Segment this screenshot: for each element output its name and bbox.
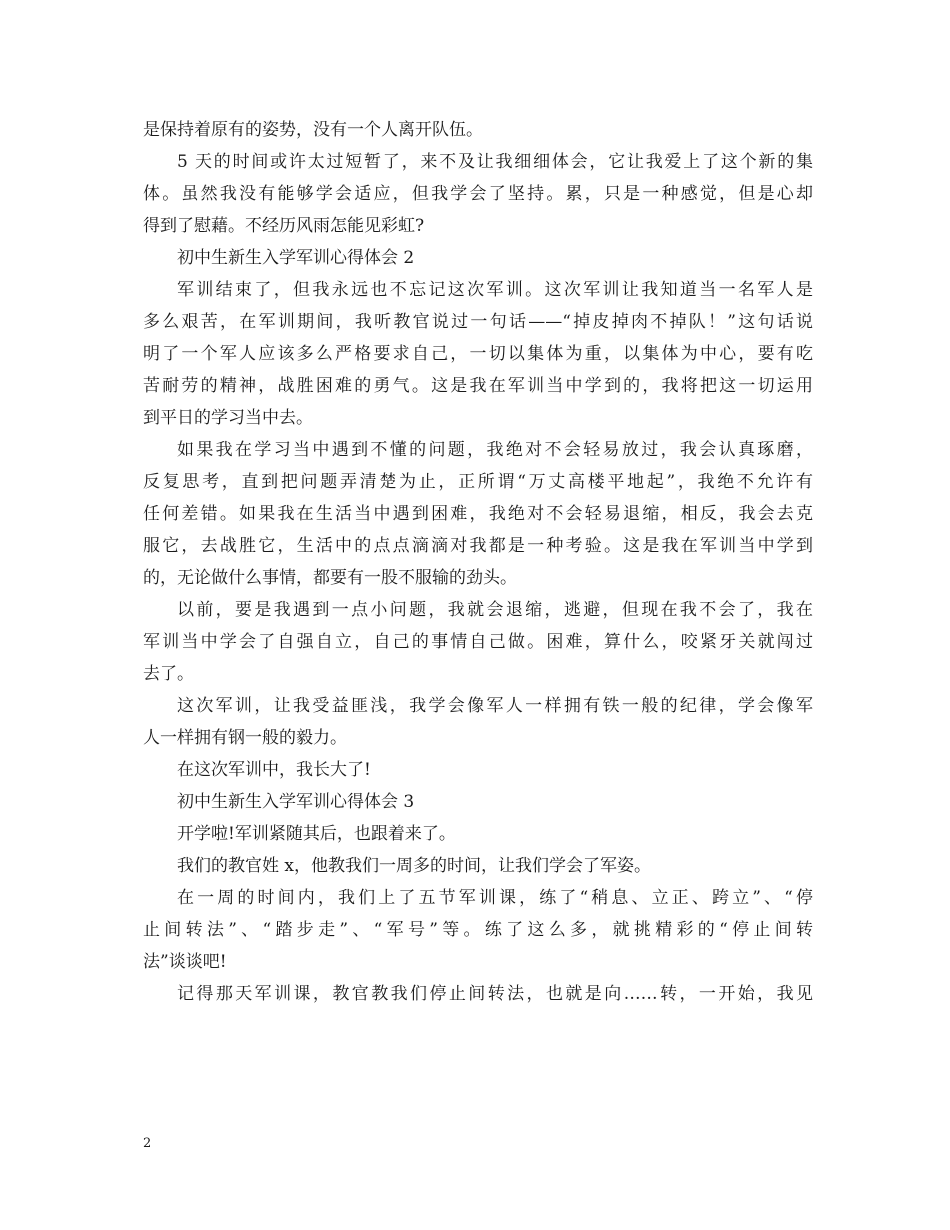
text-line: 法”谈谈吧! bbox=[143, 952, 227, 972]
section-heading: 初中生新生入学军训心得体会 3 bbox=[177, 792, 415, 812]
text-line: 在一周的时间内，我们上了五节军训课，练了“稍息、立正、跨立”、“停 bbox=[177, 888, 813, 908]
text-line: 军训当中学会了自强自立，自己的事情自己做。困难，算什么，咬紧牙关就闯过 bbox=[143, 632, 813, 652]
text-line: 5 天的时间或许太过短暂了，来不及让我细细体会，它让我爱上了这个新的集 bbox=[177, 152, 813, 172]
text-line: 在这次军训中，我长大了! bbox=[177, 760, 371, 780]
document-body bbox=[143, 114, 813, 1010]
text-line: 体。虽然我没有能够学会适应，但我学会了坚持。累，只是一种感觉，但是心却 bbox=[143, 184, 813, 204]
text-line: 任何差错。如果我在生活当中遇到困难，我绝对不会轻易退缩，相反，我会去克 bbox=[143, 504, 813, 524]
text-line: 如果我在学习当中遇到不懂的问题，我绝对不会轻易放过，我会认真琢磨， bbox=[177, 440, 813, 460]
text-line: 以前，要是我遇到一点小问题，我就会退缩，逃避，但现在我不会了，我在 bbox=[177, 600, 813, 620]
text-line: 我们的教官姓 x，他教我们一周多的时间，让我们学会了军姿。 bbox=[177, 856, 651, 876]
text-line: 反复思考，直到把问题弄清楚为止，正所谓“万丈高楼平地起”，我绝不允许有 bbox=[143, 472, 813, 492]
text-line: 人一样拥有钢一般的毅力。 bbox=[143, 728, 347, 748]
text-line: 到平日的学习当中去。 bbox=[143, 408, 313, 428]
text-line: 得到了慰藉。不经历风雨怎能见彩虹? bbox=[143, 216, 425, 236]
text-line: 军训结束了，但我永远也不忘记这次军训。这次军训让我知道当一名军人是 bbox=[177, 280, 813, 300]
text-line: 是保持着原有的姿势，没有一个人离开队伍。 bbox=[143, 120, 483, 140]
text-line: 这次军训，让我受益匪浅，我学会像军人一样拥有铁一般的纪律，学会像军 bbox=[177, 696, 813, 716]
text-line: 苦耐劳的精神，战胜困难的勇气。这是我在军训当中学到的，我将把这一切运用 bbox=[143, 376, 813, 396]
text-line: 明了一个军人应该多么严格要求自己，一切以集体为重，以集体为中心，要有吃 bbox=[143, 344, 813, 364]
text-line: 止间转法”、“踏步走”、“军号”等。练了这么多，就挑精彩的“停止间转 bbox=[143, 920, 813, 940]
section-heading: 初中生新生入学军训心得体会 2 bbox=[177, 248, 415, 268]
text-line: 服它，去战胜它，生活中的点点滴滴对我都是一种考验。这是我在军训当中学到 bbox=[143, 536, 813, 556]
text-line: 去了。 bbox=[143, 664, 194, 684]
text-line: 多么艰苦，在军训期间，我听教官说过一句话——“掉皮掉肉不掉队！”这句话说 bbox=[143, 312, 813, 332]
text-line: 记得那天军训课，教官教我们停止间转法，也就是向……转，一开始，我见 bbox=[177, 984, 813, 1004]
text-line: 开学啦!军训紧随其后，也跟着来了。 bbox=[177, 824, 456, 844]
text-line: 的，无论做什么事情，都要有一股不服输的劲头。 bbox=[143, 568, 517, 588]
page-number: 2 bbox=[143, 1136, 152, 1151]
